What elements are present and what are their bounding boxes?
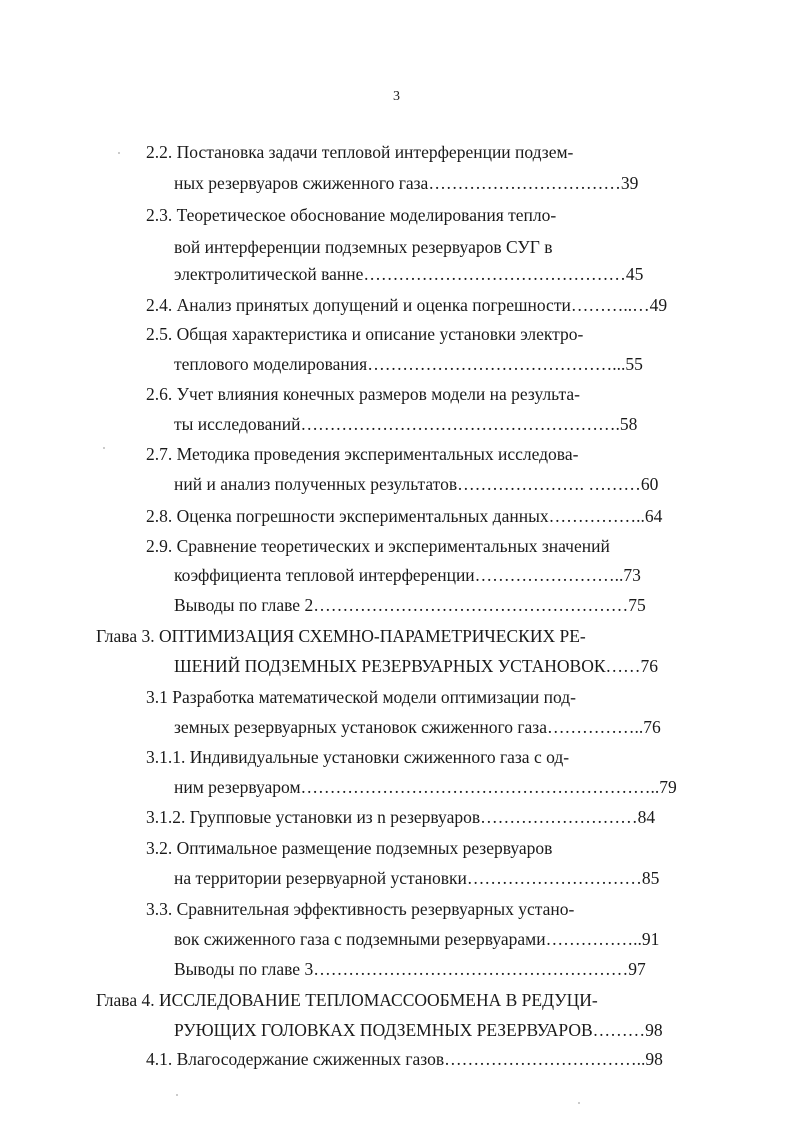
toc-line-4-1: 4.1. Влагосодержание сжиженных газов……………………………..98 [146, 1049, 663, 1069]
toc-line-2-9-a: 2.9. Сравнение теоретических и экспериментальных значений [146, 536, 610, 556]
toc-line-chapter-4-a: Глава 4. ИССЛЕДОВАНИЕ ТЕПЛОМАССООБМЕНА В РЕДУЦИ- [96, 990, 598, 1010]
toc-line-3-1-b: земных резервуарных установок сжиженного газа……………..76 [174, 717, 661, 737]
toc-line-2-9-b: коэффициента тепловой интерференции……………………..73 [174, 565, 641, 585]
toc-line-chapter-4-b: РУЮЩИХ ГОЛОВКАХ ПОДЗЕМНЫХ РЕЗЕРВУАРОВ………98 [174, 1020, 663, 1040]
toc-line-2-8: 2.8. Оценка погрешности экспериментальных данных……………..64 [146, 506, 663, 526]
toc-line-chapter-3-a: Глава 3. ОПТИМИЗАЦИЯ СХЕМНО-ПАРАМЕТРИЧЕСКИХ РЕ- [96, 626, 586, 646]
toc-line-chapter-3-b: ШЕНИЙ ПОДЗЕМНЫХ РЕЗЕРВУАРНЫХ УСТАНОВОК……76 [174, 656, 659, 676]
toc-line-3-1-1-b: ним резервуаром……………………………………………………..79 [174, 777, 677, 797]
toc-line-conclusions-ch3: Выводы по главе 3………………………………………………97 [174, 959, 646, 979]
scan-speck [103, 447, 105, 449]
scan-speck [176, 1094, 178, 1096]
toc-line-conclusions-ch2: Выводы по главе 2………………………………………………75 [174, 595, 646, 615]
toc-line-2-2-a: 2.2. Постановка задачи тепловой интерференции подзем- [146, 142, 574, 162]
toc-line-3-1-1-a: 3.1.1. Индивидуальные установки сжиженного газа с од- [146, 747, 570, 767]
toc-line-2-3-a: 2.3. Теоретическое обоснование моделирования тепло- [146, 205, 557, 225]
toc-line-2-3-c: электролитической ванне………………………………………45 [174, 264, 644, 284]
toc-line-2-6-a: 2.6. Учет влияния конечных размеров модели на результа- [146, 384, 580, 404]
toc-line-2-6-b: ты исследований……………………………………………….58 [174, 414, 638, 434]
scan-speck [118, 152, 120, 154]
toc-line-2-7-a: 2.7. Методика проведения экспериментальных исследова- [146, 444, 579, 464]
toc-line-3-1-a: 3.1 Разработка математической модели оптимизации под- [146, 687, 576, 707]
scan-speck [578, 1102, 580, 1104]
toc-line-3-3-b: вок сжиженного газа с подземными резервуарами……………..91 [174, 929, 660, 949]
toc-line-2-5-a: 2.5. Общая характеристика и описание установки электро- [146, 324, 584, 344]
toc-line-2-3-b: вой интерференции подземных резервуаров СУГ в [174, 237, 553, 257]
toc-line-3-2-a: 3.2. Оптимальное размещение подземных резервуаров [146, 838, 553, 858]
toc-line-3-1-2: 3.1.2. Групповые установки из n резервуаров………………………84 [146, 807, 656, 827]
toc-line-3-2-b: на территории резервуарной установки…………………………85 [174, 868, 660, 888]
toc-line-2-4: 2.4. Анализ принятых допущений и оценка погрешности………..…49 [146, 295, 668, 315]
toc-line-3-3-a: 3.3. Сравнительная эффективность резервуарных устано- [146, 899, 575, 919]
toc-line-2-7-b: ний и анализ полученных результатов…………………. ………60 [174, 474, 659, 494]
toc-line-2-2-b: ных резервуаров сжиженного газа……………………………39 [174, 173, 639, 193]
page-number: 3 [393, 89, 400, 104]
toc-line-2-5-b: теплового моделирования……………………………………...55 [174, 354, 643, 374]
